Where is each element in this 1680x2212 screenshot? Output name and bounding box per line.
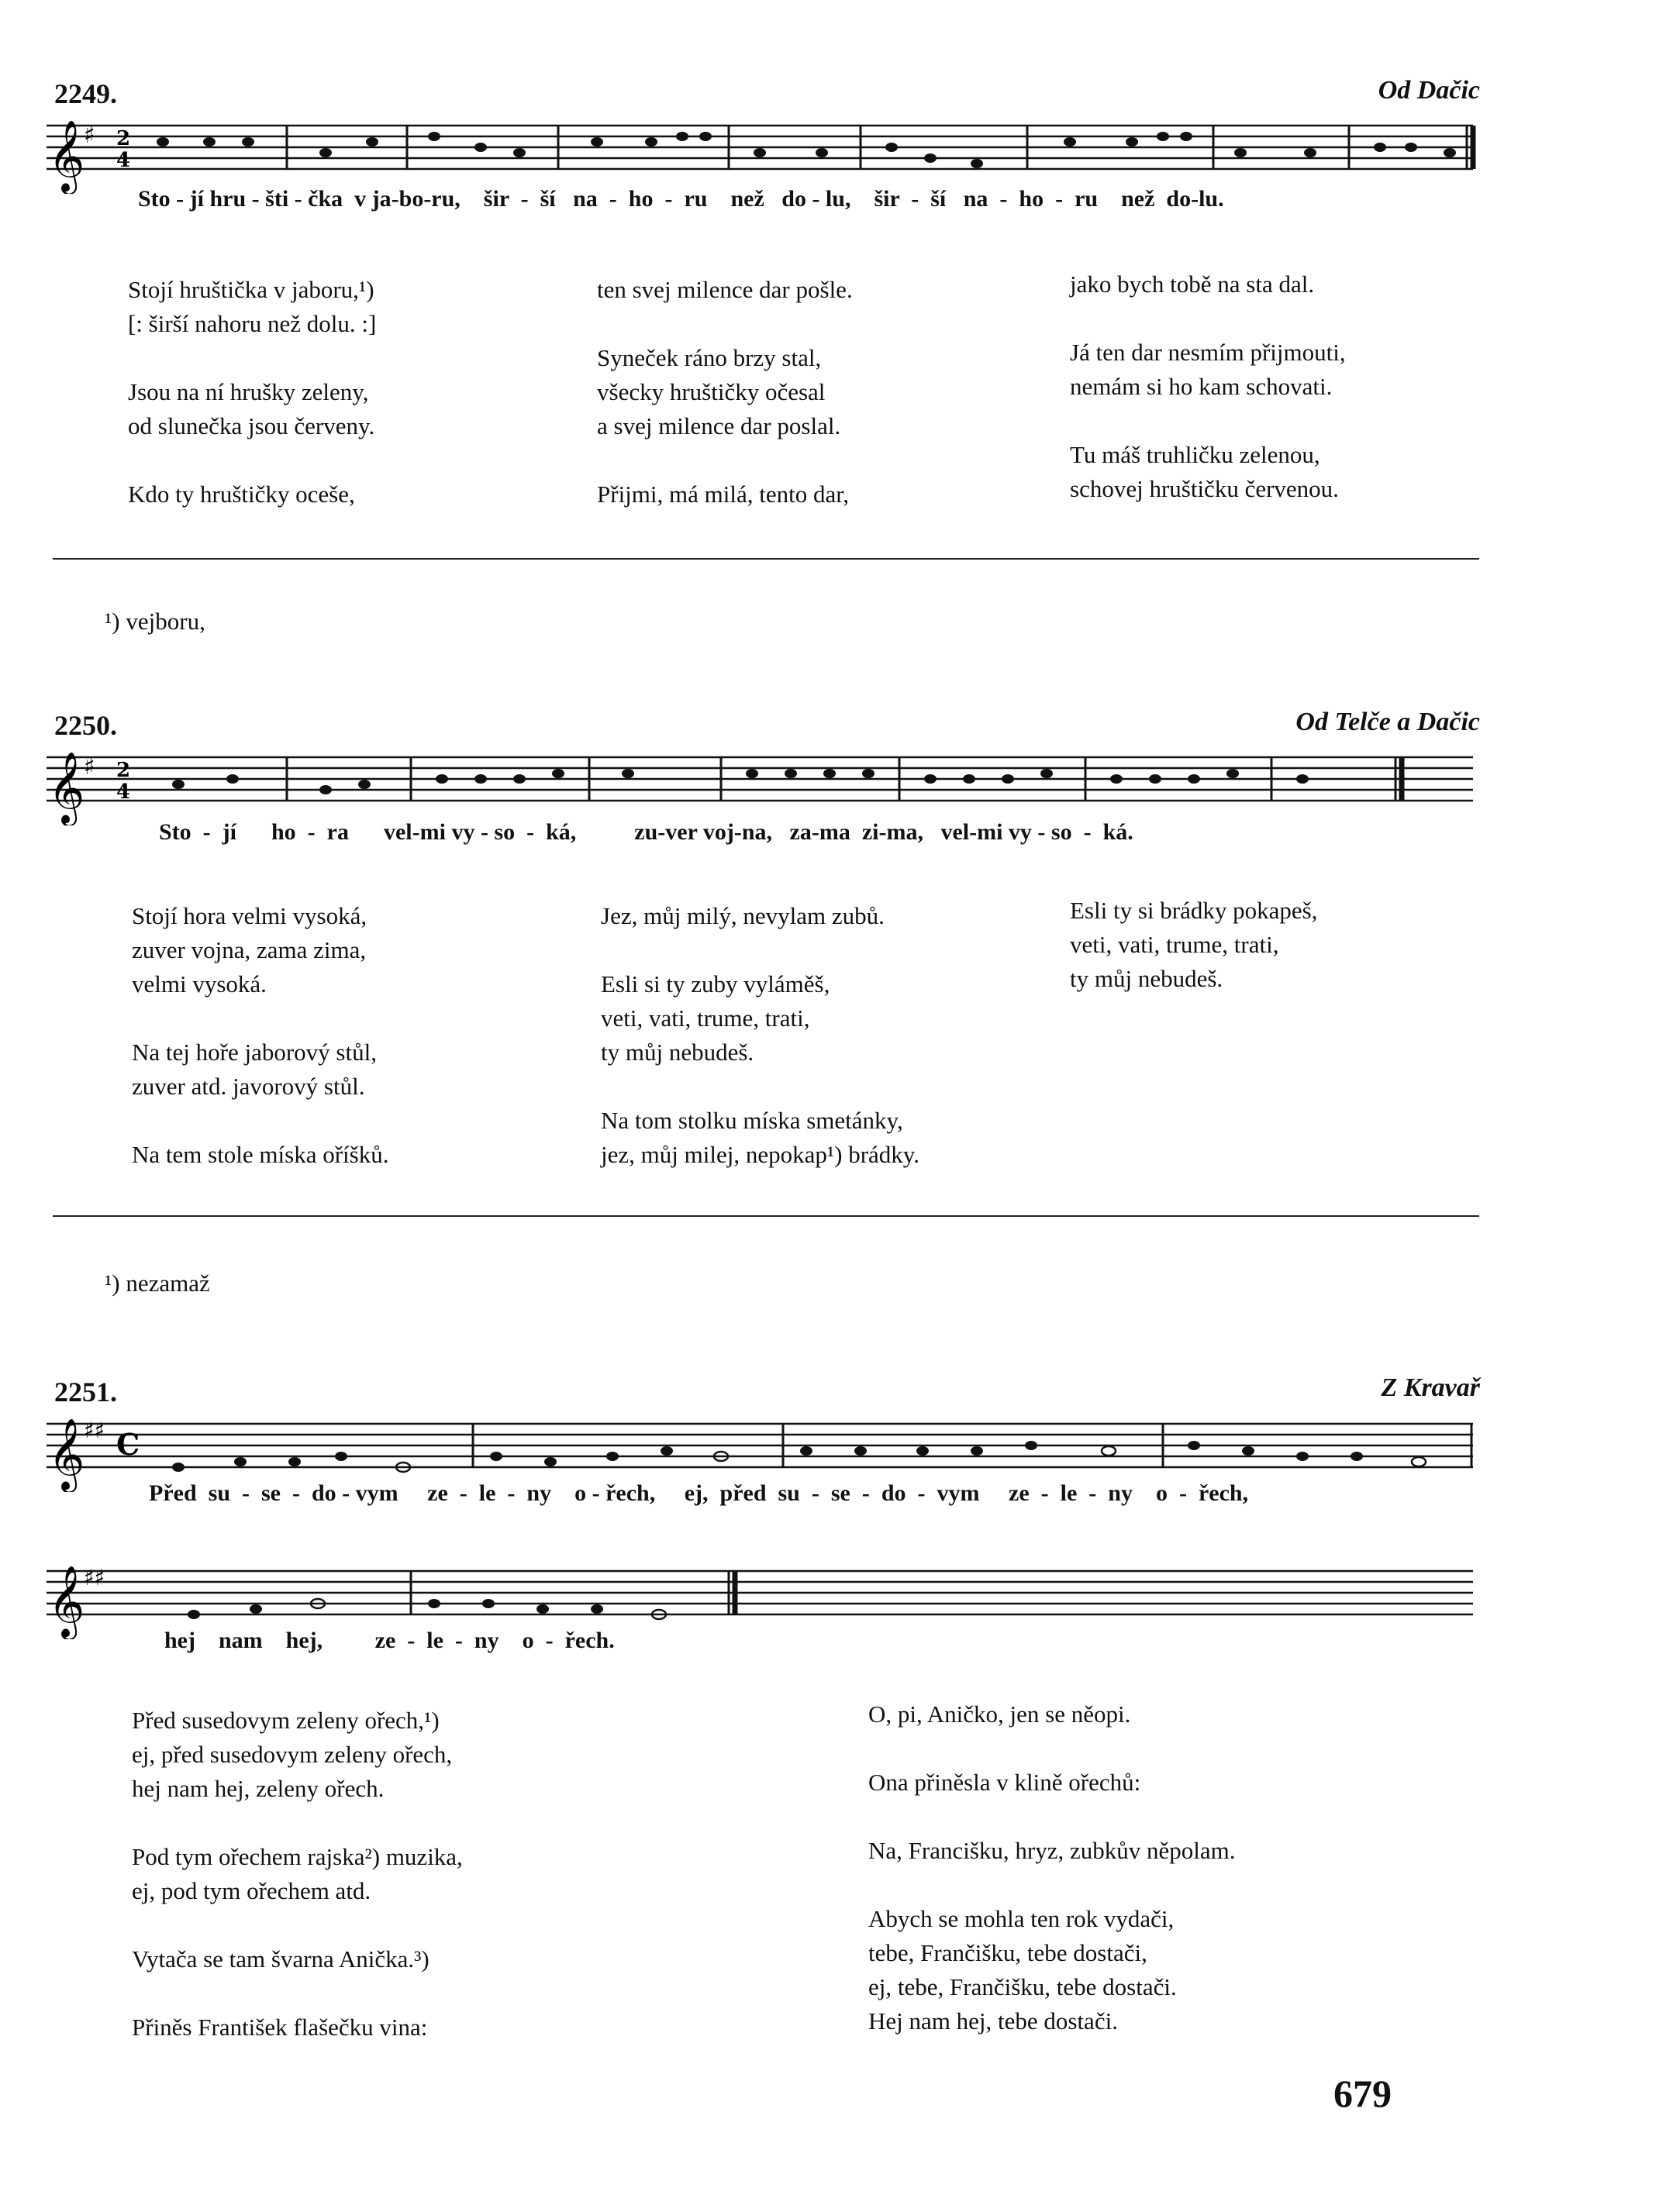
song-origin: Od Dačic — [1378, 76, 1480, 105]
footnote-divider — [53, 1215, 1479, 1217]
verse-column-1: Před susedovym zeleny ořech,¹) ej, před susedovym zeleny ořech, hej nam hej, zeleny ořech. Pod tym ořechem rajska²) muzika, ej, pod tym ořechem atd. Vytača se tam švarna Anička.³) Přiněs František flašečku vina: — [132, 1707, 463, 2041]
staff-lyrics: Sto - jí hru - šti - čka v ja-bo-ru, šir - ší na - ho - ru než do - lu, šir - ší na - ho - ru než do-lu. — [138, 186, 1224, 212]
song-number: 2251. — [54, 1376, 117, 1407]
music-staff — [47, 1407, 1489, 1492]
verse-column-2: O, pi, Aničko, jen se něopi. Ona přiněsla v klině ořechů: Na, Francišku, hryz, zubkův něpolam. Abych se mohla ten rok vydači, tebe, Frančišku, tebe dostači, ej, tebe, Frančišku, tebe dostači. Hej nam hej, tebe dostači. — [868, 1700, 1236, 2035]
verse-column-3: Esli ty si brádky pokapeš, veti, vati, trume, trati, ty můj nebudeš. — [1070, 897, 1318, 992]
svg-text:♯♯: ♯♯ — [84, 1418, 105, 1443]
svg-text:4: 4 — [116, 149, 131, 172]
staff-lyrics: hej nam hej, ze - le - ny o - řech. — [164, 1628, 615, 1653]
svg-text:♯: ♯ — [84, 122, 95, 149]
svg-text:C: C — [116, 1427, 140, 1462]
song-origin: Od Telče a Dačic — [1295, 708, 1480, 736]
music-staff — [47, 1554, 1489, 1639]
staff-lyrics: Před su - se - do - vym ze - le - ny o - řech, ej, před su - se - do - vym ze - le - ny o - řech, — [149, 1480, 1249, 1506]
svg-text:♯♯: ♯♯ — [84, 1565, 105, 1590]
footnote: ¹) nezamaž — [105, 1270, 210, 1297]
verse-column-1: Stojí hruštička v jaboru,¹) [: širší nahoru než dolu. :] Jsou na ní hrušky zeleny, od slunečka jsou červeny. Kdo ty hruštičky oceše, — [128, 276, 377, 508]
verse-column-3: jako bych tobě na sta dal. Já ten dar nesmím přijmouti, nemám si ho kam schovati. Tu máš truhličku zelenou, schovej hruštičku červenou. — [1070, 270, 1346, 502]
svg-text:2: 2 — [116, 759, 131, 782]
svg-text:2: 2 — [116, 127, 131, 150]
song-number: 2250. — [54, 710, 117, 741]
page-number: 679 — [1333, 2072, 1392, 2115]
footnote: ¹) vejboru, — [105, 608, 205, 635]
svg-text:𝄞: 𝄞 — [48, 1565, 85, 1637]
verse-column-1: Stojí hora velmi vysoká, zuver vojna, zama zima, velmi vysoká. Na tej hoře jaborový stůl, zuver atd. javorový stůl. Na tem stole míska oříšků. — [132, 902, 389, 1168]
svg-text:♯: ♯ — [84, 753, 95, 780]
footnote-divider — [53, 558, 1479, 560]
music-staff — [47, 109, 1489, 194]
song-origin: Z Kravař — [1381, 1373, 1480, 1402]
staff-lyrics: Sto - jí ho - ra vel-mi vy - so - ká, zu-ver voj-na, za-ma zi-ma, vel-mi vy - so - ká. — [159, 819, 1133, 845]
song-number: 2249. — [54, 78, 117, 109]
verse-column-2: Jez, můj milý, nevylam zubů. Esli si ty zuby vyláměš, veti, vati, trume, trati, ty můj nebudeš. Na tom stolku míska smetánky, jez, můj milej, nepokap¹) brádky. — [601, 902, 920, 1168]
verse-column-2: ten svej milence dar pošle. Syneček ráno brzy stal, všecky hruštičky očesal a svej milence dar poslal. Přijmi, má milá, tento dar, — [597, 276, 853, 508]
svg-text:4: 4 — [116, 780, 131, 804]
svg-text:𝄞: 𝄞 — [48, 119, 85, 191]
svg-text:𝄞: 𝄞 — [48, 751, 85, 823]
music-staff — [47, 740, 1489, 825]
svg-text:𝄞: 𝄞 — [48, 1418, 85, 1490]
